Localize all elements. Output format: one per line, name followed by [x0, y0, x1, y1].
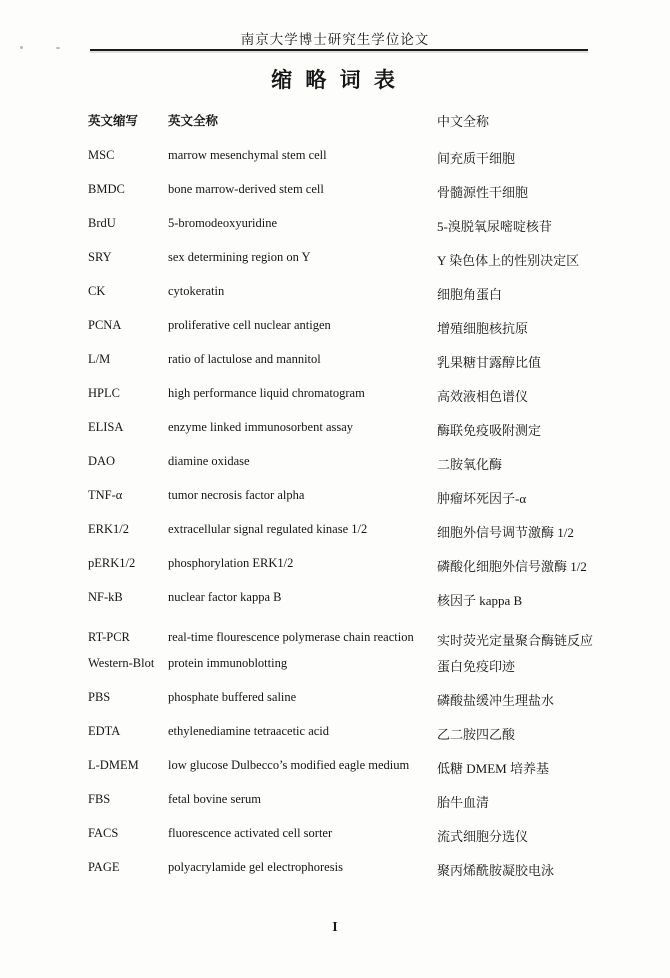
table-row: [88, 690, 645, 724]
chinese-fullname-cell: 酶联免疫吸附测定: [437, 423, 542, 438]
chinese-fullname-cell: 增殖细胞核抗原: [437, 321, 529, 336]
table-row: [88, 860, 645, 894]
abbreviation-cell: TNF-α: [88, 488, 123, 502]
header-chinese-fullname: 中文全称: [437, 114, 490, 129]
scan-speck: [56, 47, 60, 49]
page-title: 缩 略 词 表: [271, 68, 399, 92]
english-fullname-cell: 5-bromodeoxyuridine: [168, 216, 278, 230]
chinese-fullname-cell: 实时荧光定量聚合酶链反应: [437, 633, 594, 648]
english-fullname-cell: tumor necrosis factor alpha: [168, 488, 305, 502]
table-row: [88, 522, 645, 556]
chinese-fullname-cell: 磷酸化细胞外信号激酶 1/2: [437, 559, 587, 574]
header-rule: [90, 49, 588, 51]
table-row: [88, 148, 645, 182]
abbreviation-cell: L-DMEM: [88, 758, 139, 772]
chinese-fullname-cell: 低糖 DMEM 培养基: [437, 761, 549, 776]
abbreviation-cell: CK: [88, 284, 106, 298]
abbreviation-cell: NF-kB: [88, 590, 123, 604]
chinese-fullname-cell: 骨髓源性干细胞: [437, 185, 529, 200]
table-header-row: [88, 111, 645, 130]
abbreviation-cell: RT-PCR: [88, 630, 130, 644]
abbreviation-cell: L/M: [88, 352, 111, 366]
table-row: [88, 590, 645, 624]
english-fullname-cell: cytokeratin: [168, 284, 225, 298]
abbreviation-cell: SRY: [88, 250, 112, 264]
table-row: [88, 724, 645, 758]
english-fullname-cell: fluorescence activated cell sorter: [168, 826, 333, 840]
abbreviation-cell: FACS: [88, 826, 119, 840]
table-row: [88, 182, 645, 216]
english-fullname-cell: diamine oxidase: [168, 454, 250, 468]
english-fullname-cell: enzyme linked immunosorbent assay: [168, 420, 354, 434]
table-row: [88, 318, 645, 352]
english-fullname-cell: fetal bovine serum: [168, 792, 262, 806]
english-fullname-cell: ethylenediamine tetraacetic acid: [168, 724, 330, 738]
abbreviation-cell: BrdU: [88, 216, 116, 230]
chinese-fullname-cell: 胎牛血清: [437, 795, 490, 810]
chinese-fullname-cell: 细胞角蛋白: [437, 287, 503, 302]
abbreviation-cell: FBS: [88, 792, 111, 806]
chinese-fullname-cell: 乳果糖甘露醇比值: [437, 355, 542, 370]
abbreviation-cell: pERK1/2: [88, 556, 136, 570]
english-fullname-cell: ratio of lactulose and mannitol: [168, 352, 321, 366]
table-row: [88, 656, 645, 690]
abbreviation-cell: Western-Blot: [88, 656, 155, 670]
abbreviation-cell: MSC: [88, 148, 115, 162]
english-fullname-cell: real-time flourescence polymerase chain reaction: [168, 630, 414, 644]
table-row: [88, 216, 645, 250]
english-fullname-cell: phosphate buffered saline: [168, 690, 297, 704]
abbreviation-cell: PCNA: [88, 318, 122, 332]
table-row: [88, 792, 645, 826]
english-fullname-cell: sex determining region on Y: [168, 250, 311, 264]
page-number: I: [332, 919, 338, 934]
english-fullname-cell: proliferative cell nuclear antigen: [168, 318, 331, 332]
chinese-fullname-cell: 流式细胞分选仪: [437, 829, 529, 844]
scan-speck: [20, 46, 23, 49]
abbreviation-cell: BMDC: [88, 182, 125, 196]
table-row: [88, 556, 645, 590]
chinese-fullname-cell: 高效液相色谱仪: [437, 389, 529, 404]
chinese-fullname-cell: 肿瘤坏死因子-α: [437, 491, 527, 506]
english-fullname-cell: phosphorylation ERK1/2: [168, 556, 294, 570]
english-fullname-cell: bone marrow-derived stem cell: [168, 182, 324, 196]
abbreviation-cell: PBS: [88, 690, 111, 704]
english-fullname-cell: nuclear factor kappa B: [168, 590, 282, 604]
chinese-fullname-cell: 细胞外信号调节激酶 1/2: [437, 525, 574, 540]
chinese-fullname-cell: 核因子 kappa B: [437, 593, 523, 608]
table-row: [88, 284, 645, 318]
table-row: [88, 454, 645, 488]
english-fullname-cell: high performance liquid chromatogram: [168, 386, 365, 400]
english-fullname-cell: low glucose Dulbecco’s modified eagle medium: [168, 758, 410, 772]
table-row: [88, 352, 645, 386]
chinese-fullname-cell: 聚丙烯酰胺凝胶电泳: [437, 863, 555, 878]
abbreviation-cell: EDTA: [88, 724, 121, 738]
running-head: 南京大学博士研究生学位论文: [240, 32, 430, 47]
table-row: [88, 420, 645, 454]
chinese-fullname-cell: 乙二胺四乙酸: [437, 727, 516, 742]
chinese-fullname-cell: 5-溴脱氧尿嘧啶核苷: [437, 219, 552, 234]
chinese-fullname-cell: Y 染色体上的性别决定区: [437, 253, 580, 268]
abbreviation-cell: DAO: [88, 454, 116, 468]
abbreviation-cell: PAGE: [88, 860, 120, 874]
chinese-fullname-cell: 蛋白免疫印迹: [437, 659, 516, 674]
abbreviation-cell: ERK1/2: [88, 522, 129, 536]
chinese-fullname-cell: 磷酸盐缓冲生理盐水: [437, 693, 555, 708]
abbreviation-cell: HPLC: [88, 386, 120, 400]
chinese-fullname-cell: 二胺氧化酶: [437, 457, 503, 472]
table-row: [88, 250, 645, 284]
english-fullname-cell: polyacrylamide gel electrophoresis: [168, 860, 343, 874]
english-fullname-cell: marrow mesenchymal stem cell: [168, 148, 327, 162]
table-row: [88, 386, 645, 420]
table-row: [88, 826, 645, 860]
abbreviation-rows: [88, 148, 645, 894]
table-row: [88, 488, 645, 522]
english-fullname-cell: extracellular signal regulated kinase 1/2: [168, 522, 368, 536]
chinese-fullname-cell: 间充质干细胞: [437, 151, 516, 166]
table-row: [88, 758, 645, 792]
abbreviation-cell: ELISA: [88, 420, 124, 434]
english-fullname-cell: protein immunoblotting: [168, 656, 288, 670]
header-abbreviation: 英文缩写: [88, 114, 139, 128]
header-english-fullname: 英文全称: [168, 114, 219, 128]
